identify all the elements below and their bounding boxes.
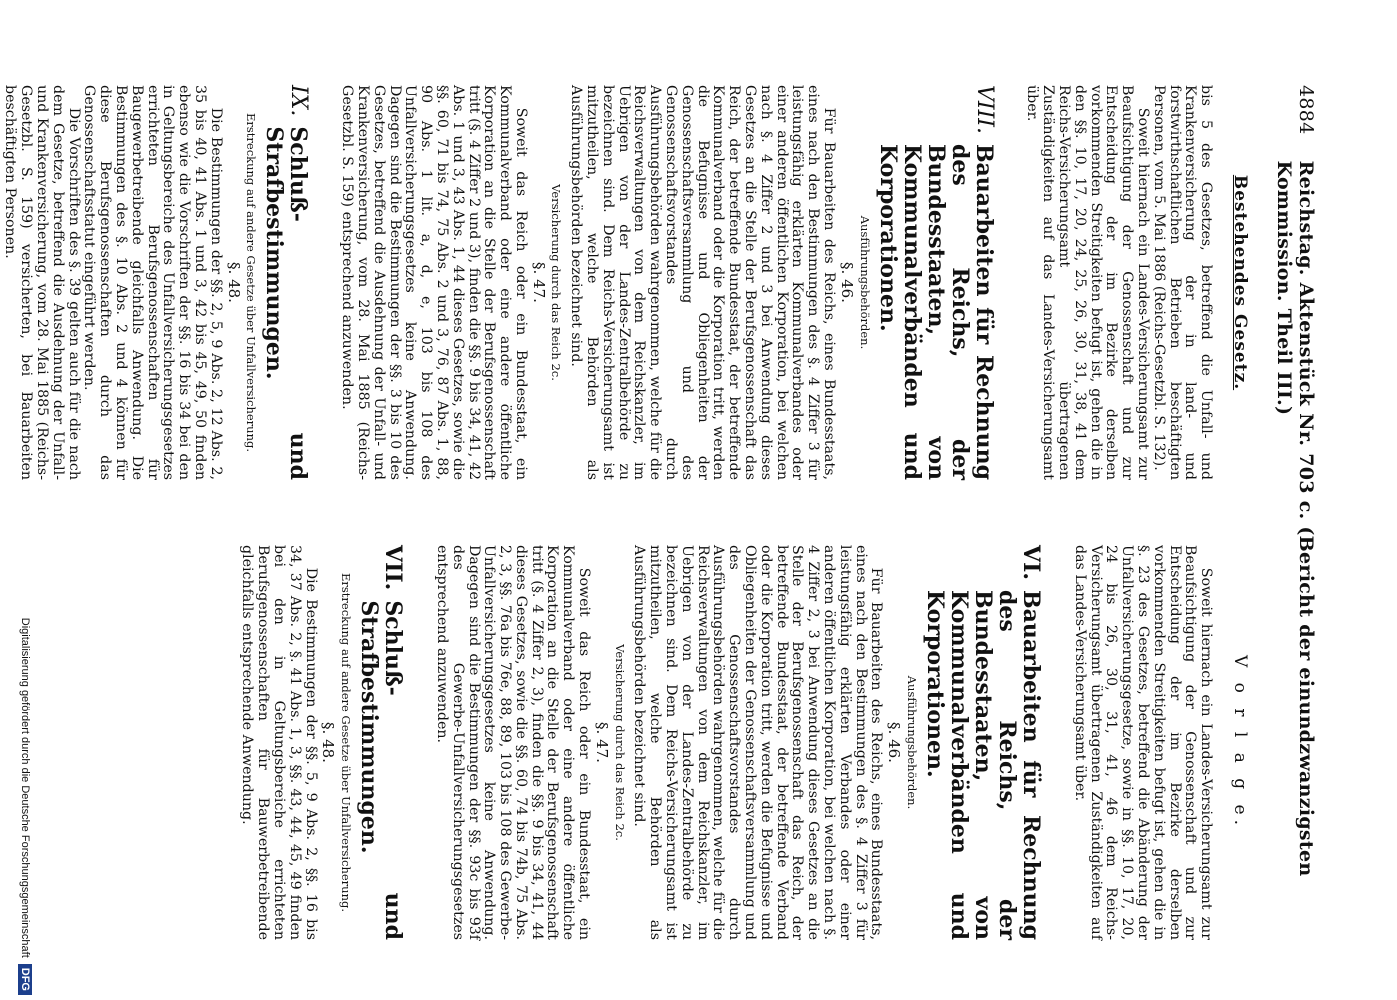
digitization-credit (13, 5, 37, 995)
dfg-logo: DFG (18, 964, 32, 995)
section-heading: VII. Schluß- und Strafbestimmungen. (356, 545, 407, 940)
paragraph-number: §. 47. (592, 722, 611, 763)
page-header (1273, 85, 1317, 945)
column-proposal (97, 545, 1250, 940)
paragraph-number: §. 48. (224, 262, 243, 303)
paragraph: Die Bestimmungen der §§. 5, 9 Abs. 2, §§. 16 bis 34, 37 Abs. 2, §. 41 Abs. 1, 3, §§. 43, 44, 45, 49 finden bei den in Geltungsbereiche errichteten Berufsgenossenschaften für Bauwerbetreibende gleichfalls entsprechende Anwendung. (239, 545, 319, 940)
subheading: Erstreckung auf andere Gesetze über Unfallversicherung. (244, 112, 259, 452)
paragraph: Die Bestimmungen der §§. 2, 5, 9 Abs. 2, 12 Abs. 2, 35 bis 40, 41 Abs. 1 und 3, 42 bis 45, 49, 50 finden ebenso wie die Vorschriften der §§. 16 bis 34 bei den in Geltungsbereiche des Unfallversicherungsgesetzes errichteten Berufsgenossenschaften für Baugewerbetreibende gleichfalls Anwendung. Die Bestimmungen des §. 10 Abs. 2 und 4 können für diese Berufsgenossenschaften durch das Genossenschaftsstatut eingeführt werden. (81, 85, 224, 480)
paragraph: Soweit hiernach ein Landes-Versicherungsamt zur Beaufsichtigung der Genossenschaft und zur Entscheidung der im Bezirke derselben vorkommenden Streitigkeiten befugt ist, gehen die in §. 23 des Gesetzes, betreffend die Abänderung der Unfallversicherungsgesetze, sowie in §§. 10, 17, 20, 24 bis 26, 30, 31, 41, 46 dem Reichs-Versicherungsamt übertragenen Zuständigkeiten auf das Landes-Versicherungsamt über. (1071, 545, 1215, 940)
subheading: Versicherung durch das Reich 2c. (549, 184, 564, 381)
section-heading: IX. Schluß- und Strafbestimmungen. (261, 85, 312, 480)
column-existing-law (2, 85, 1250, 480)
section-heading: VIII. Bauarbeiten für Rechnung des Reichs, der Bundesstaaten, von Kommunalverbänden und Korporationen. (874, 85, 997, 480)
paragraph: Für Bauarbeiten des Reichs, eines Bundesstaats, eines nach den Bestimmungen des §. 4 Ziffer 3 für leistungsfähig erklärten Kommunalverbandes oder einer anderen öffentlichen Korporation, bei welchen nach §. 4 Ziffer 2 und 3 bei Anwendung dieses Gesetzes an die Stelle der Berufsgenossenschaft das Reich, der betreffende Bundesstaat, der betreffende Kommunalverband oder die Korporation tritt, werden die Befugnisse und Obliegenheiten der Genossenschaftsversammlung und des Genossenschaftsvorstandes durch Ausführungsbehörden wahrgenommen, welche für die Reichsverwaltungen von dem Reichskanzler, im Uebrigen von der Landes-Zentralbehörde zu bezeichnen sind. Dem Reichs-Versicherungsamt ist mitzutheilen, welche Behörden als Ausführungsbehörden bezeichnet sind. (568, 85, 838, 480)
digitization-text: Digitalisierung gefördert durch die Deutsche Forschungsgemeinschaft (19, 617, 31, 958)
page-number: 4884 (1295, 85, 1317, 135)
column-heading: V o r l a g e. (1230, 655, 1250, 830)
paragraph-number: §. 46. (837, 262, 856, 303)
paragraph-number: §. 48. (319, 722, 338, 763)
paragraph: Die Vorschriften des §. 39 gelten auch für die nach dem Gesetze, betreffend die Ausdehnung der Unfall- und Krankenversicherung, vom 28. Mai 1885 (Reichs-Gesetzbl. S. 159) versicherten, bei Bauarbeiten beschäftigten Personen. (2, 85, 82, 480)
section-heading: VI. Bauarbeiten für Rechnung des Reichs, der Bundesstaaten, von Kommunalverbänden und Korporationen. (922, 545, 1045, 940)
column-heading: Bestehendes Gesetz. (1230, 174, 1250, 391)
paragraph-number: §. 46. (885, 722, 904, 763)
paragraph: Soweit hiernach ein Landes-Versicherungsamt zur Beaufsichtigung der Genossenschaft und zur Entscheidung der im Bezirke derselben vorkommenden Streitigkeiten befugt ist, gehen die in den §§. 10, 17, 20, 24, 25, 26, 30, 31, 38, 41 dem Reichs-Versicherungsamt übertragenen Zuständigkeiten auf das Landes-Versicherungsamt über. (1024, 85, 1152, 480)
paragraph: Für Bauarbeiten des Reichs, eines Bundesstaats, eines nach den Bestimmungen des §. 4 Ziffer 3 für leistungsfähig erklärten Verbandes oder einer anderen öffentlichen Korporation, bei welchen nach §. 4 Ziffer 2, 3 bei Anwendung dieses Gesetzes an die Stelle der Berufsgenossenschaft das Reich, der betreffende Bundesstaat, der betreffende Verband oder die Korporation tritt, werden die Befugnisse und Obliegenheiten der Genossenschaftsversammlung und des Genossenschaftsvorstandes durch Ausführungsbehörden wahrgenommen, welche für die Reichsverwaltungen von dem Reichskanzler, im Uebrigen von der Landes-Zentralbehörde zu bezeichnen sind. Dem Reichs-Versicherungsamt ist mitzutheilen, welche Behörden als Ausführungsbehörden bezeichnet sind. (631, 545, 885, 940)
running-title: Reichstag. Aktenstück Nr. 703 c. (Bericht der einundzwanzigsten Kommission. Theil III.) (1273, 160, 1317, 877)
paragraph-number: §. 47. (529, 262, 548, 303)
subheading: Ausführungsbehörden. (857, 215, 872, 350)
subheading: Versicherung durch das Reich 2c. (612, 644, 627, 841)
subheading: Erstreckung auf andere Gesetze über Unfallversicherung. (339, 572, 354, 912)
subheading: Ausführungsbehörden. (905, 675, 920, 810)
paragraph: bis 5 des Gesetzes, betreffend die Unfall- und Krankenversicherung der in land- und forstwirthschaftlichen Betrieben beschäftigten Personen, vom 5. Mai 1886 (Reichs-Gesetzbl. S. 132). (1150, 85, 1215, 480)
paragraph: Soweit das Reich oder ein Bundesstaat, ein Kommunalverband oder eine andere öffentliche Korporation an die Stelle der Berufsgenossenschaft tritt (§. 4 Ziffer 2, 3), finden die §§. 9 bis 34, 41, 44 dieses Gesetzes, sowie die §§. 60, 74 bis 74b, 75 Abs. 2, 3, §§. 76a bis 76e, 88, 89, 103 bis 108 des Gewerbe-Unfallversicherungsgesetzes keine Anwendung. Dagegen sind die Bestimmungen der §§. 93c bis 93f des Gewerbe-Unfallversicherungsgesetzes entsprechend anzuwenden. (433, 545, 593, 940)
paragraph: Soweit das Reich oder ein Bundesstaat, ein Kommunalverband oder eine andere öffentliche Korporation an die Stelle der Berufsgenossenschaft tritt (§. 4 Ziffer 2 und 3), finden die §§. 9 bis 34, 41, 42 Abs. 1 und 3, 43 Abs. 1, 44 dieses Gesetzes, sowie die §§. 60, 71 bis 74, 75 Abs. 2 und 3, 76, 87 Abs. 1, 88, 90 Abs. 1 lit. a, d, e, 103 bis 108 des Unfallversicherungsgesetzes keine Anwendung. Dagegen sind die Bestimmungen der §§. 3 bis 10 des Gesetzes, betreffend die Ausdehnung der Unfall- und Krankenversicherung, vom 28. Mai 1885 (Reichs-Gesetzbl. S. 159) entsprechend anzuwenden. (339, 85, 529, 480)
